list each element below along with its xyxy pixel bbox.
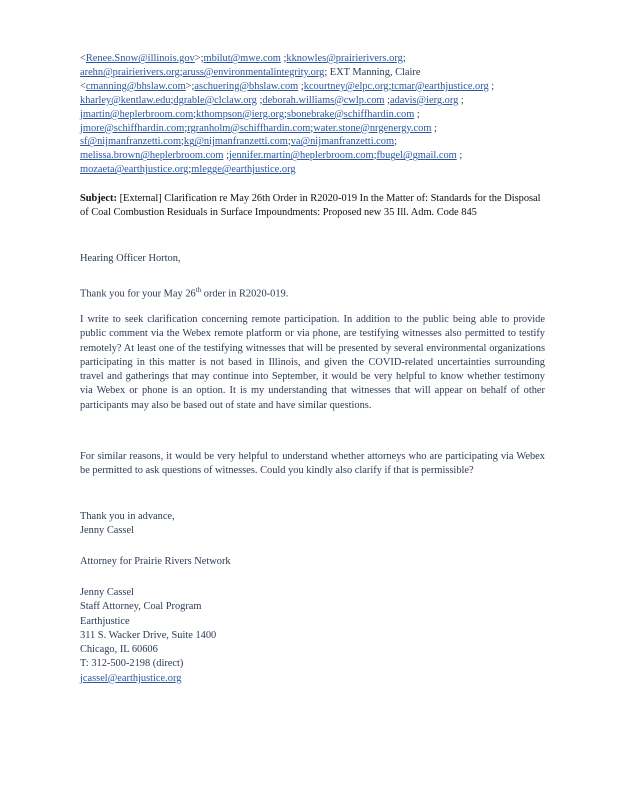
subject-line	[80, 192, 545, 220]
recipient-line-5	[80, 108, 545, 122]
separator: ;	[287, 136, 291, 148]
separator: ;	[488, 80, 495, 92]
separator: ;	[298, 80, 304, 92]
email-link[interactable]: va@nijmanfranzetti.com	[290, 136, 395, 148]
separator: ;	[280, 53, 287, 64]
email-link[interactable]: mlegge@earthjustice.org	[191, 164, 296, 176]
separator: >;	[185, 80, 195, 92]
salutation: Hearing Officer Horton,	[80, 253, 181, 264]
separator: ;	[402, 53, 406, 64]
separator: ;	[223, 150, 229, 162]
separator: ;	[188, 164, 192, 176]
separator: ;	[181, 136, 184, 148]
email-link[interactable]: mozaeta@earthjustice.org	[80, 164, 189, 176]
separator: ;	[456, 150, 463, 162]
body-paragraph-1: I write to seek clarification concerning remote participation. In addition to the public being able to provide public comment via the Webex remote platform or via phone, are testifying witnesses also permitted to testify remotely? At least one of the testifying witnesses that will be presented by several environmental organizations participating in this matter is not based in Illinois, and given the COVID-related uncertainties surrounding travel and gatherings that may continue into September, it would be very helpful to know whether testimony via Webex or phone is an option. It is my understanding that witnesses that will appear on behalf of other participants may also be based out of state and have similar questions.	[80, 314, 545, 411]
email-link[interactable]: jmartin@heplerbroom.com	[80, 108, 194, 120]
recipient-line-9	[80, 163, 545, 177]
recipient-line-7	[80, 135, 545, 149]
email-link[interactable]: arehn@prairierivers.org	[80, 66, 180, 78]
email-link[interactable]: kknowles@prairierivers.org	[286, 53, 403, 64]
separator: ;	[193, 108, 197, 120]
email-link[interactable]: cmanning@bhslaw.com	[85, 80, 186, 92]
body-paragraph-2: For similar reasons, it would be very helpful to understand whether attorneys who are participating via Webex be permitted to ask questions of witnesses. Could you kindly also clarify if that is permissible?	[80, 451, 545, 477]
signature-email-link[interactable]: jcassel@earthjustice.org	[80, 672, 182, 684]
subject-text: [External] Clarification re May 26th Order in R2020-019 In the Matter of: Standards for the Disposal of Coal Combustion Residuals in Surface Impoundments: Proposed new 35 Ill. Adm. Code 845	[80, 193, 541, 218]
signature-org: Earthjustice	[80, 615, 130, 627]
email-link[interactable]: water.stone@nrgenergy.com	[313, 122, 432, 134]
thanks-line	[80, 283, 545, 302]
recipient-line-1	[80, 52, 545, 66]
email-link[interactable]: kharley@kentlaw.edu	[80, 94, 171, 106]
separator: ; EXT Manning, Claire	[324, 66, 421, 78]
email-link[interactable]: kg@nijmanfranzetti.com	[183, 136, 288, 148]
separator: ;	[284, 108, 287, 120]
recipient-line-8	[80, 149, 545, 163]
signature-phone: T: 312-500-2198 (direct)	[80, 658, 184, 670]
signature-name: Jenny Cassel	[80, 587, 134, 598]
closing-line: Thank you in advance,	[80, 511, 175, 522]
email-link[interactable]: fbugel@gmail.com	[376, 150, 457, 162]
email-link[interactable]: melissa.brown@heplerbroom.com	[80, 150, 224, 162]
email-link[interactable]: deborah.williams@cwlp.com	[262, 94, 385, 106]
signature-address2: Chicago, IL 60606	[80, 644, 158, 656]
email-link[interactable]: adavis@ierg.org	[389, 94, 459, 106]
separator: ;	[414, 108, 420, 120]
signature-block	[80, 586, 545, 686]
email-link[interactable]: jennifer.martin@heplerbroom.com	[228, 150, 374, 162]
signature-title: Staff Attorney, Coal Program	[80, 601, 202, 613]
email-link[interactable]: aschuering@bhslaw.com	[194, 80, 299, 92]
email-link[interactable]: aruss@environmentalintegrity.org	[182, 66, 325, 78]
email-link[interactable]: Renee.Snow@illinois.gov	[85, 53, 195, 64]
recipient-line-6	[80, 122, 545, 136]
separator: ;	[458, 94, 464, 106]
thanks-pre: Thank you for your May 26	[80, 288, 196, 300]
email-link[interactable]: mbilut@mwe.com	[203, 53, 281, 64]
separator: >;	[194, 53, 204, 64]
separator: ;	[388, 80, 392, 92]
thanks-post: order in R2020-019.	[201, 288, 289, 300]
separator: ;	[431, 122, 437, 134]
closing-name: Jenny Cassel	[80, 525, 134, 537]
separator: ;	[179, 66, 183, 78]
closing	[80, 510, 545, 539]
email-link[interactable]: jmore@schiffhardin.com	[80, 122, 185, 134]
separator: ;	[310, 122, 314, 134]
separator: ;	[384, 94, 390, 106]
signature-address1: 311 S. Wacker Drive, Suite 1400	[80, 629, 217, 641]
email-link[interactable]: tcmar@earthjustice.org	[391, 80, 489, 92]
email-link[interactable]: rgranholm@schiffhardin.com	[187, 122, 311, 134]
recipient-line-4	[80, 94, 545, 108]
separator: ;	[184, 122, 188, 134]
email-link[interactable]: kcourtney@elpc.org	[303, 80, 389, 92]
separator: ;	[373, 150, 377, 162]
attorney-for: Attorney for Prairie Rivers Network	[80, 556, 231, 567]
separator: ;	[394, 136, 397, 148]
separator: <	[80, 80, 86, 92]
subject-label: Subject:	[80, 193, 117, 204]
thanks-sup: th	[195, 286, 202, 294]
separator: <	[80, 53, 86, 64]
recipient-line-3	[80, 80, 545, 94]
recipient-line-2	[80, 66, 545, 80]
email-link[interactable]: kthompson@ierg.org	[196, 108, 285, 120]
separator: ;	[256, 94, 263, 106]
email-link[interactable]: sf@nijmanfranzetti.com	[80, 136, 182, 148]
separator: ;	[170, 94, 174, 106]
email-link[interactable]: sbonebrake@schiffhardin.com	[286, 108, 415, 120]
recipient-list	[80, 52, 545, 177]
email-link[interactable]: dgrable@clclaw.org	[173, 94, 257, 106]
